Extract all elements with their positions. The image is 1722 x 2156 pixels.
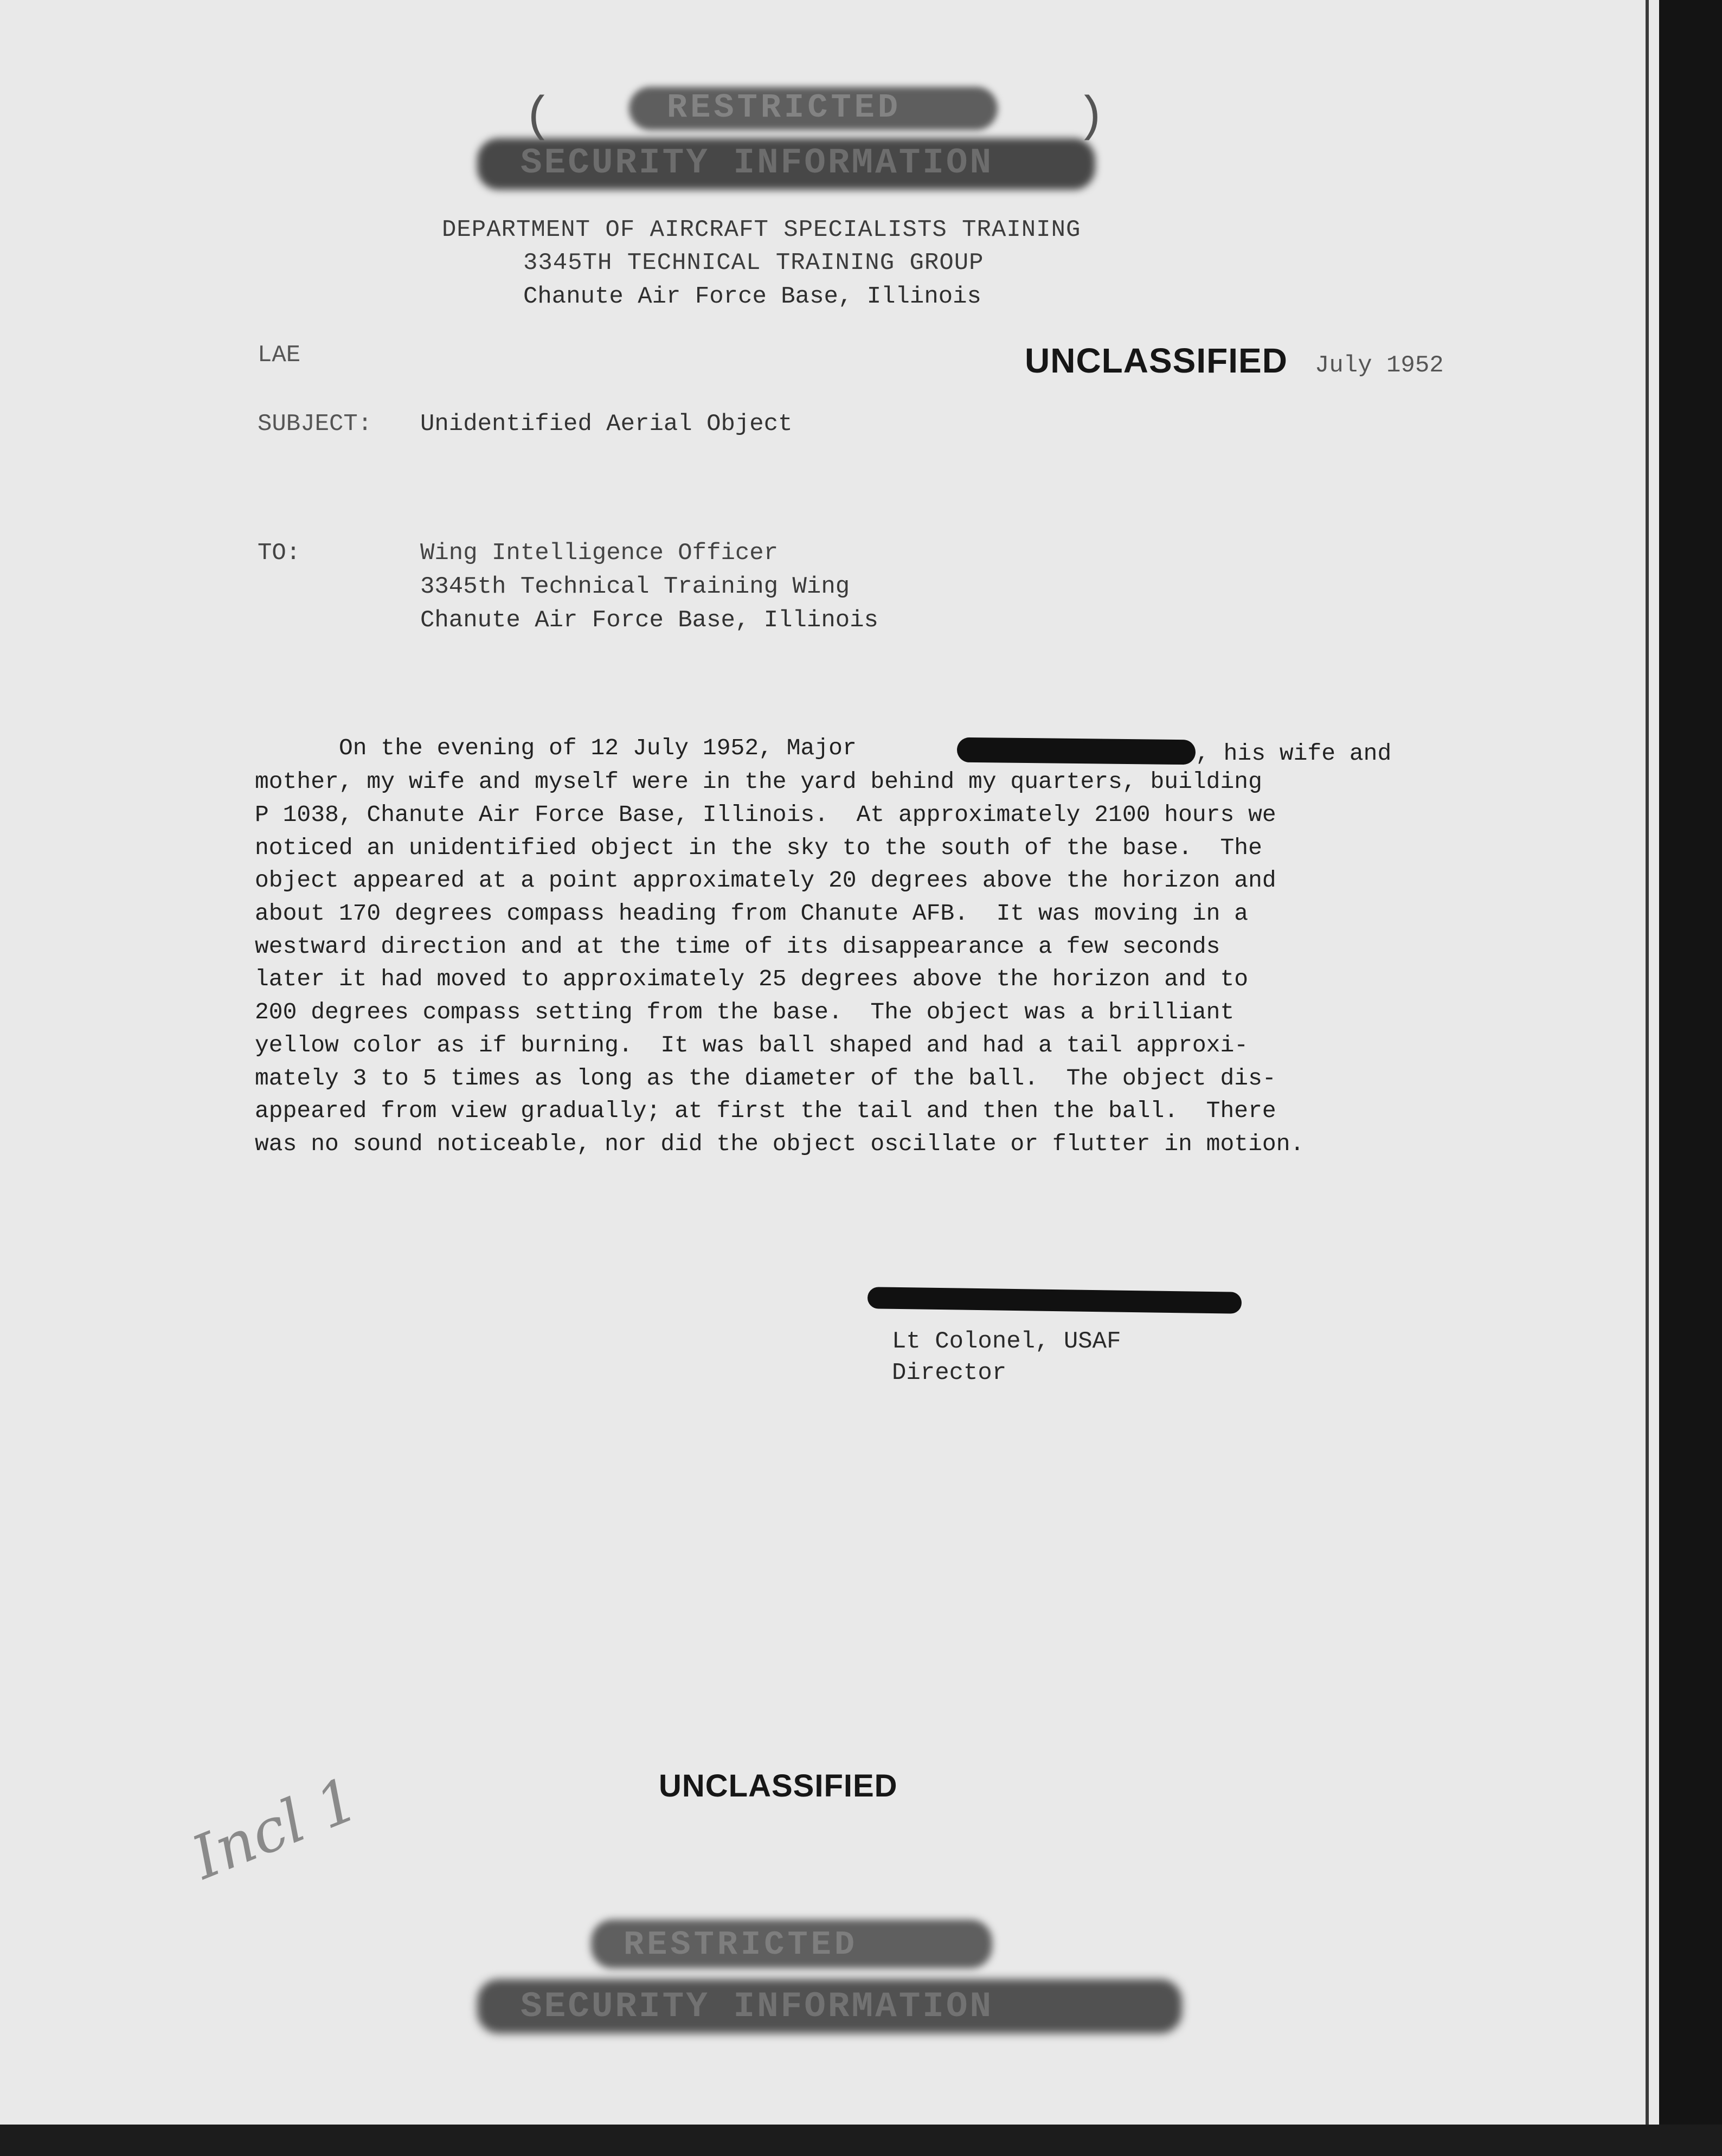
body-line: about 170 degrees compass heading from Chanute AFB. It was moving in a — [255, 900, 1249, 927]
stamp-restricted-bottom: RESTRICTED — [624, 1926, 858, 1964]
body-line: On the evening of 12 July 1952, Major — [339, 735, 857, 761]
stamp-bracket-right: ) — [1076, 90, 1106, 145]
stamp-restricted-top: RESTRICTED — [667, 88, 902, 127]
body-line: appeared from view gradually; at first the tail and then the ball. There — [255, 1098, 1276, 1124]
letterhead-group: 3345TH TECHNICAL TRAINING GROUP — [523, 249, 984, 277]
handwritten-note: Incl 1 — [182, 1764, 368, 1893]
signature-title: Director — [892, 1359, 1007, 1387]
body-line: , his wife and — [1196, 740, 1392, 767]
body-line: object appeared at a point approximately 20 degrees above the horizon and — [255, 867, 1276, 894]
classification-top: UNCLASSIFIED — [1025, 341, 1288, 380]
body-line: mother, my wife and myself were in the yard behind my quarters, building — [255, 768, 1262, 795]
redaction-signature — [868, 1287, 1242, 1314]
letterhead-base: Chanute Air Force Base, Illinois — [523, 283, 981, 310]
to-label: TO: — [258, 540, 301, 567]
subject-text: Unidentified Aerial Object — [420, 410, 793, 438]
stamp-security-bottom: SECURITY INFORMATION — [521, 1986, 994, 2027]
signature-rank: Lt Colonel, USAF — [892, 1328, 1121, 1355]
subject-label: SUBJECT: — [258, 410, 372, 438]
body-line: noticed an unidentified object in the sky to the south of the base. The — [255, 835, 1262, 861]
letterhead-department: DEPARTMENT OF AIRCRAFT SPECIALISTS TRAINING — [442, 216, 1081, 243]
scan-border-line — [1646, 0, 1649, 2156]
scan-border-bottom — [0, 2125, 1722, 2156]
body-line: yellow color as if burning. It was ball shaped and had a tail approxi- — [255, 1032, 1249, 1058]
body-line: was no sound noticeable, nor did the object oscillate or flutter in motion. — [255, 1131, 1305, 1157]
scan-border-right — [1659, 0, 1722, 2156]
stamp-security-top: SECURITY INFORMATION — [521, 143, 994, 183]
redaction-name — [957, 737, 1196, 765]
body-line: westward direction and at the time of its disappearance a few seconds — [255, 933, 1220, 960]
document-date: July 1952 — [1315, 352, 1444, 379]
to-line-2: 3345th Technical Training Wing — [420, 573, 850, 600]
body-line: mately 3 to 5 times as long as the diameter of the ball. The object dis- — [255, 1065, 1276, 1092]
body-line: P 1038, Chanute Air Force Base, Illinois. At approximately 2100 hours we — [255, 801, 1276, 828]
classification-bottom: UNCLASSIFIED — [659, 1768, 898, 1804]
to-line-3: Chanute Air Force Base, Illinois — [420, 607, 878, 634]
stamp-bracket-left: ( — [523, 90, 553, 145]
to-line-1: Wing Intelligence Officer — [420, 540, 779, 567]
body-line: later it had moved to approximately 25 degrees above the horizon and to — [255, 966, 1249, 992]
reference-code: LAE — [258, 342, 301, 369]
body-line: 200 degrees compass setting from the base. The object was a brilliant — [255, 999, 1235, 1025]
